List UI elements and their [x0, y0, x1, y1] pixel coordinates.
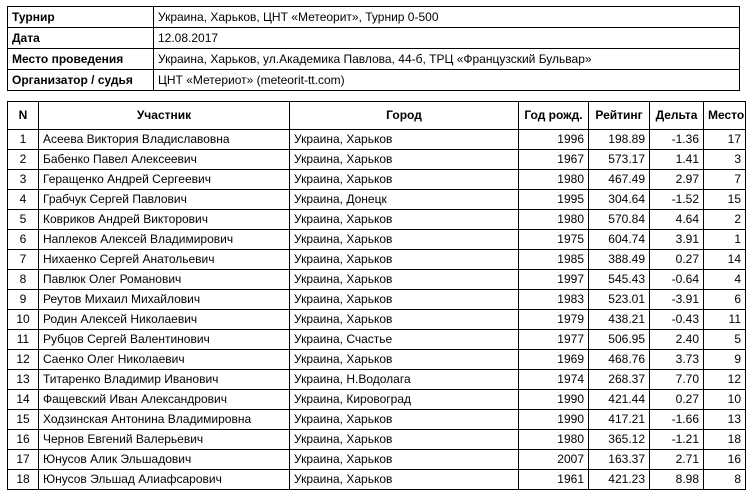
- table-row: [8, 290, 746, 310]
- results-table: [7, 101, 746, 490]
- cell-city: Украина, Харьков: [290, 430, 519, 450]
- table-row: [8, 430, 746, 450]
- table-row: [8, 310, 746, 330]
- cell-place: 13: [704, 410, 746, 430]
- col-header-birth-year: Год рожд.: [519, 102, 589, 130]
- table-row: [8, 410, 746, 430]
- cell-place: 9: [704, 350, 746, 370]
- cell-birth-year: 1969: [519, 350, 589, 370]
- cell-place: 11: [704, 310, 746, 330]
- cell-participant: Реутов Михаил Михайлович: [39, 290, 290, 310]
- col-header-rating: Рейтинг: [589, 102, 650, 130]
- cell-place: 5: [704, 330, 746, 350]
- col-header-delta: Дельта: [650, 102, 704, 130]
- cell-place: 1: [704, 230, 746, 250]
- info-label: Дата: [8, 28, 154, 49]
- cell-city: Украина, Харьков: [290, 270, 519, 290]
- cell-delta: 2.40: [650, 330, 704, 350]
- info-label: Турнир: [8, 7, 154, 28]
- cell-birth-year: 1996: [519, 130, 589, 150]
- cell-rating: 421.23: [589, 470, 650, 490]
- table-row: [8, 270, 746, 290]
- info-value: Украина, Харьков, ЦНТ «Метеорит», Турнир 0-500: [154, 7, 740, 28]
- table-row: [8, 170, 746, 190]
- table-row: [8, 210, 746, 230]
- cell-delta: -0.43: [650, 310, 704, 330]
- table-row: [8, 130, 746, 150]
- cell-birth-year: 1980: [519, 430, 589, 450]
- info-row: [8, 7, 740, 28]
- cell-rating: 421.44: [589, 390, 650, 410]
- table-row: [8, 250, 746, 270]
- cell-participant: Саенко Олег Николаевич: [39, 350, 290, 370]
- cell-delta: 2.71: [650, 450, 704, 470]
- info-row: [8, 28, 740, 49]
- info-label: Место проведения: [8, 49, 154, 70]
- info-value: Украина, Харьков, ул.Академика Павлова, 44-б, ТРЦ «Французский Бульвар»: [154, 49, 740, 70]
- cell-place: 2: [704, 210, 746, 230]
- cell-birth-year: 1995: [519, 190, 589, 210]
- cell-delta: 1.41: [650, 150, 704, 170]
- cell-delta: 8.98: [650, 470, 704, 490]
- cell-rating: 545.43: [589, 270, 650, 290]
- cell-rating: 604.74: [589, 230, 650, 250]
- cell-participant: Нихаенко Сергей Анатольевич: [39, 250, 290, 270]
- cell-place: 17: [704, 130, 746, 150]
- cell-number: 14: [8, 390, 39, 410]
- cell-delta: 7.70: [650, 370, 704, 390]
- cell-city: Украина, Счастье: [290, 330, 519, 350]
- cell-birth-year: 1974: [519, 370, 589, 390]
- cell-participant: Асеева Виктория Владиславовна: [39, 130, 290, 150]
- cell-participant: Титаренко Владимир Иванович: [39, 370, 290, 390]
- cell-rating: 570.84: [589, 210, 650, 230]
- cell-participant: Павлюк Олег Романович: [39, 270, 290, 290]
- info-label: Организатор / судья: [8, 70, 154, 91]
- cell-birth-year: 2007: [519, 450, 589, 470]
- cell-delta: -3.91: [650, 290, 704, 310]
- cell-delta: -1.36: [650, 130, 704, 150]
- cell-participant: Родин Алексей Николаевич: [39, 310, 290, 330]
- col-header-number: N: [8, 102, 39, 130]
- cell-birth-year: 1997: [519, 270, 589, 290]
- cell-place: 7: [704, 170, 746, 190]
- col-header-place: Место: [704, 102, 746, 130]
- cell-birth-year: 1975: [519, 230, 589, 250]
- cell-participant: Юнусов Эльшад Алиафсарович: [39, 470, 290, 490]
- cell-number: 13: [8, 370, 39, 390]
- cell-number: 6: [8, 230, 39, 250]
- table-row: [8, 390, 746, 410]
- col-header-participant: Участник: [39, 102, 290, 130]
- info-row: [8, 49, 740, 70]
- cell-participant: Ковриков Андрей Викторович: [39, 210, 290, 230]
- cell-participant: Наплеков Алексей Владимирович: [39, 230, 290, 250]
- cell-place: 6: [704, 290, 746, 310]
- table-row: [8, 150, 746, 170]
- cell-delta: 3.73: [650, 350, 704, 370]
- cell-number: 12: [8, 350, 39, 370]
- cell-rating: 438.21: [589, 310, 650, 330]
- cell-city: Украина, Харьков: [290, 130, 519, 150]
- cell-rating: 523.01: [589, 290, 650, 310]
- cell-rating: 468.76: [589, 350, 650, 370]
- cell-participant: Бабенко Павел Алексеевич: [39, 150, 290, 170]
- cell-participant: Юнусов Алик Эльшадович: [39, 450, 290, 470]
- table-row: [8, 450, 746, 470]
- cell-rating: 198.89: [589, 130, 650, 150]
- cell-number: 4: [8, 190, 39, 210]
- col-header-city: Город: [290, 102, 519, 130]
- table-row: [8, 190, 746, 210]
- cell-participant: Геращенко Андрей Сергеевич: [39, 170, 290, 190]
- cell-number: 3: [8, 170, 39, 190]
- cell-number: 11: [8, 330, 39, 350]
- cell-delta: 0.27: [650, 390, 704, 410]
- info-value: 12.08.2017: [154, 28, 740, 49]
- cell-rating: 163.37: [589, 450, 650, 470]
- cell-delta: 4.64: [650, 210, 704, 230]
- cell-number: 7: [8, 250, 39, 270]
- results-header-row: [8, 102, 746, 130]
- cell-rating: 268.37: [589, 370, 650, 390]
- cell-city: Украина, Кировоград: [290, 390, 519, 410]
- table-row: [8, 350, 746, 370]
- cell-delta: 3.91: [650, 230, 704, 250]
- cell-place: 18: [704, 430, 746, 450]
- results-body: [8, 130, 746, 490]
- cell-city: Украина, Харьков: [290, 170, 519, 190]
- cell-place: 15: [704, 190, 746, 210]
- cell-city: Украина, Харьков: [290, 290, 519, 310]
- tournament-info-table: [7, 6, 740, 91]
- cell-birth-year: 1961: [519, 470, 589, 490]
- table-row: [8, 470, 746, 490]
- cell-participant: Чернов Евгений Валерьевич: [39, 430, 290, 450]
- cell-place: 16: [704, 450, 746, 470]
- cell-city: Украина, Харьков: [290, 250, 519, 270]
- cell-birth-year: 1967: [519, 150, 589, 170]
- cell-number: 16: [8, 430, 39, 450]
- cell-city: Украина, Харьков: [290, 470, 519, 490]
- cell-rating: 573.17: [589, 150, 650, 170]
- cell-city: Украина, Харьков: [290, 410, 519, 430]
- cell-place: 12: [704, 370, 746, 390]
- cell-place: 8: [704, 470, 746, 490]
- cell-city: Украина, Н.Водолага: [290, 370, 519, 390]
- cell-participant: Рубцов Сергей Валентинович: [39, 330, 290, 350]
- cell-delta: -1.66: [650, 410, 704, 430]
- table-row: [8, 330, 746, 350]
- cell-participant: Ходзинская Антонина Владимировна: [39, 410, 290, 430]
- cell-number: 2: [8, 150, 39, 170]
- info-value: ЦНТ «Метериот» (meteorit-tt.com): [154, 70, 740, 91]
- cell-city: Украина, Харьков: [290, 350, 519, 370]
- cell-number: 9: [8, 290, 39, 310]
- cell-rating: 506.95: [589, 330, 650, 350]
- cell-place: 3: [704, 150, 746, 170]
- tournament-info-body: [8, 7, 740, 91]
- cell-birth-year: 1983: [519, 290, 589, 310]
- cell-birth-year: 1990: [519, 390, 589, 410]
- cell-rating: 304.64: [589, 190, 650, 210]
- cell-birth-year: 1985: [519, 250, 589, 270]
- cell-city: Украина, Харьков: [290, 310, 519, 330]
- cell-place: 4: [704, 270, 746, 290]
- cell-participant: Грабчук Сергей Павлович: [39, 190, 290, 210]
- cell-number: 8: [8, 270, 39, 290]
- cell-birth-year: 1990: [519, 410, 589, 430]
- cell-number: 18: [8, 470, 39, 490]
- cell-rating: 365.12: [589, 430, 650, 450]
- cell-birth-year: 1980: [519, 170, 589, 190]
- cell-rating: 467.49: [589, 170, 650, 190]
- cell-place: 10: [704, 390, 746, 410]
- cell-city: Украина, Харьков: [290, 230, 519, 250]
- cell-delta: -0.64: [650, 270, 704, 290]
- cell-number: 15: [8, 410, 39, 430]
- cell-birth-year: 1980: [519, 210, 589, 230]
- cell-delta: 2.97: [650, 170, 704, 190]
- cell-delta: -1.21: [650, 430, 704, 450]
- cell-number: 1: [8, 130, 39, 150]
- cell-city: Украина, Донецк: [290, 190, 519, 210]
- table-row: [8, 370, 746, 390]
- table-row: [8, 230, 746, 250]
- cell-number: 10: [8, 310, 39, 330]
- cell-participant: Фащевский Иван Александрович: [39, 390, 290, 410]
- cell-city: Украина, Харьков: [290, 210, 519, 230]
- cell-city: Украина, Харьков: [290, 150, 519, 170]
- cell-number: 5: [8, 210, 39, 230]
- cell-place: 14: [704, 250, 746, 270]
- cell-birth-year: 1979: [519, 310, 589, 330]
- cell-birth-year: 1977: [519, 330, 589, 350]
- info-row: [8, 70, 740, 91]
- cell-rating: 388.49: [589, 250, 650, 270]
- cell-rating: 417.21: [589, 410, 650, 430]
- cell-city: Украина, Харьков: [290, 450, 519, 470]
- cell-delta: 0.27: [650, 250, 704, 270]
- cell-delta: -1.52: [650, 190, 704, 210]
- cell-number: 17: [8, 450, 39, 470]
